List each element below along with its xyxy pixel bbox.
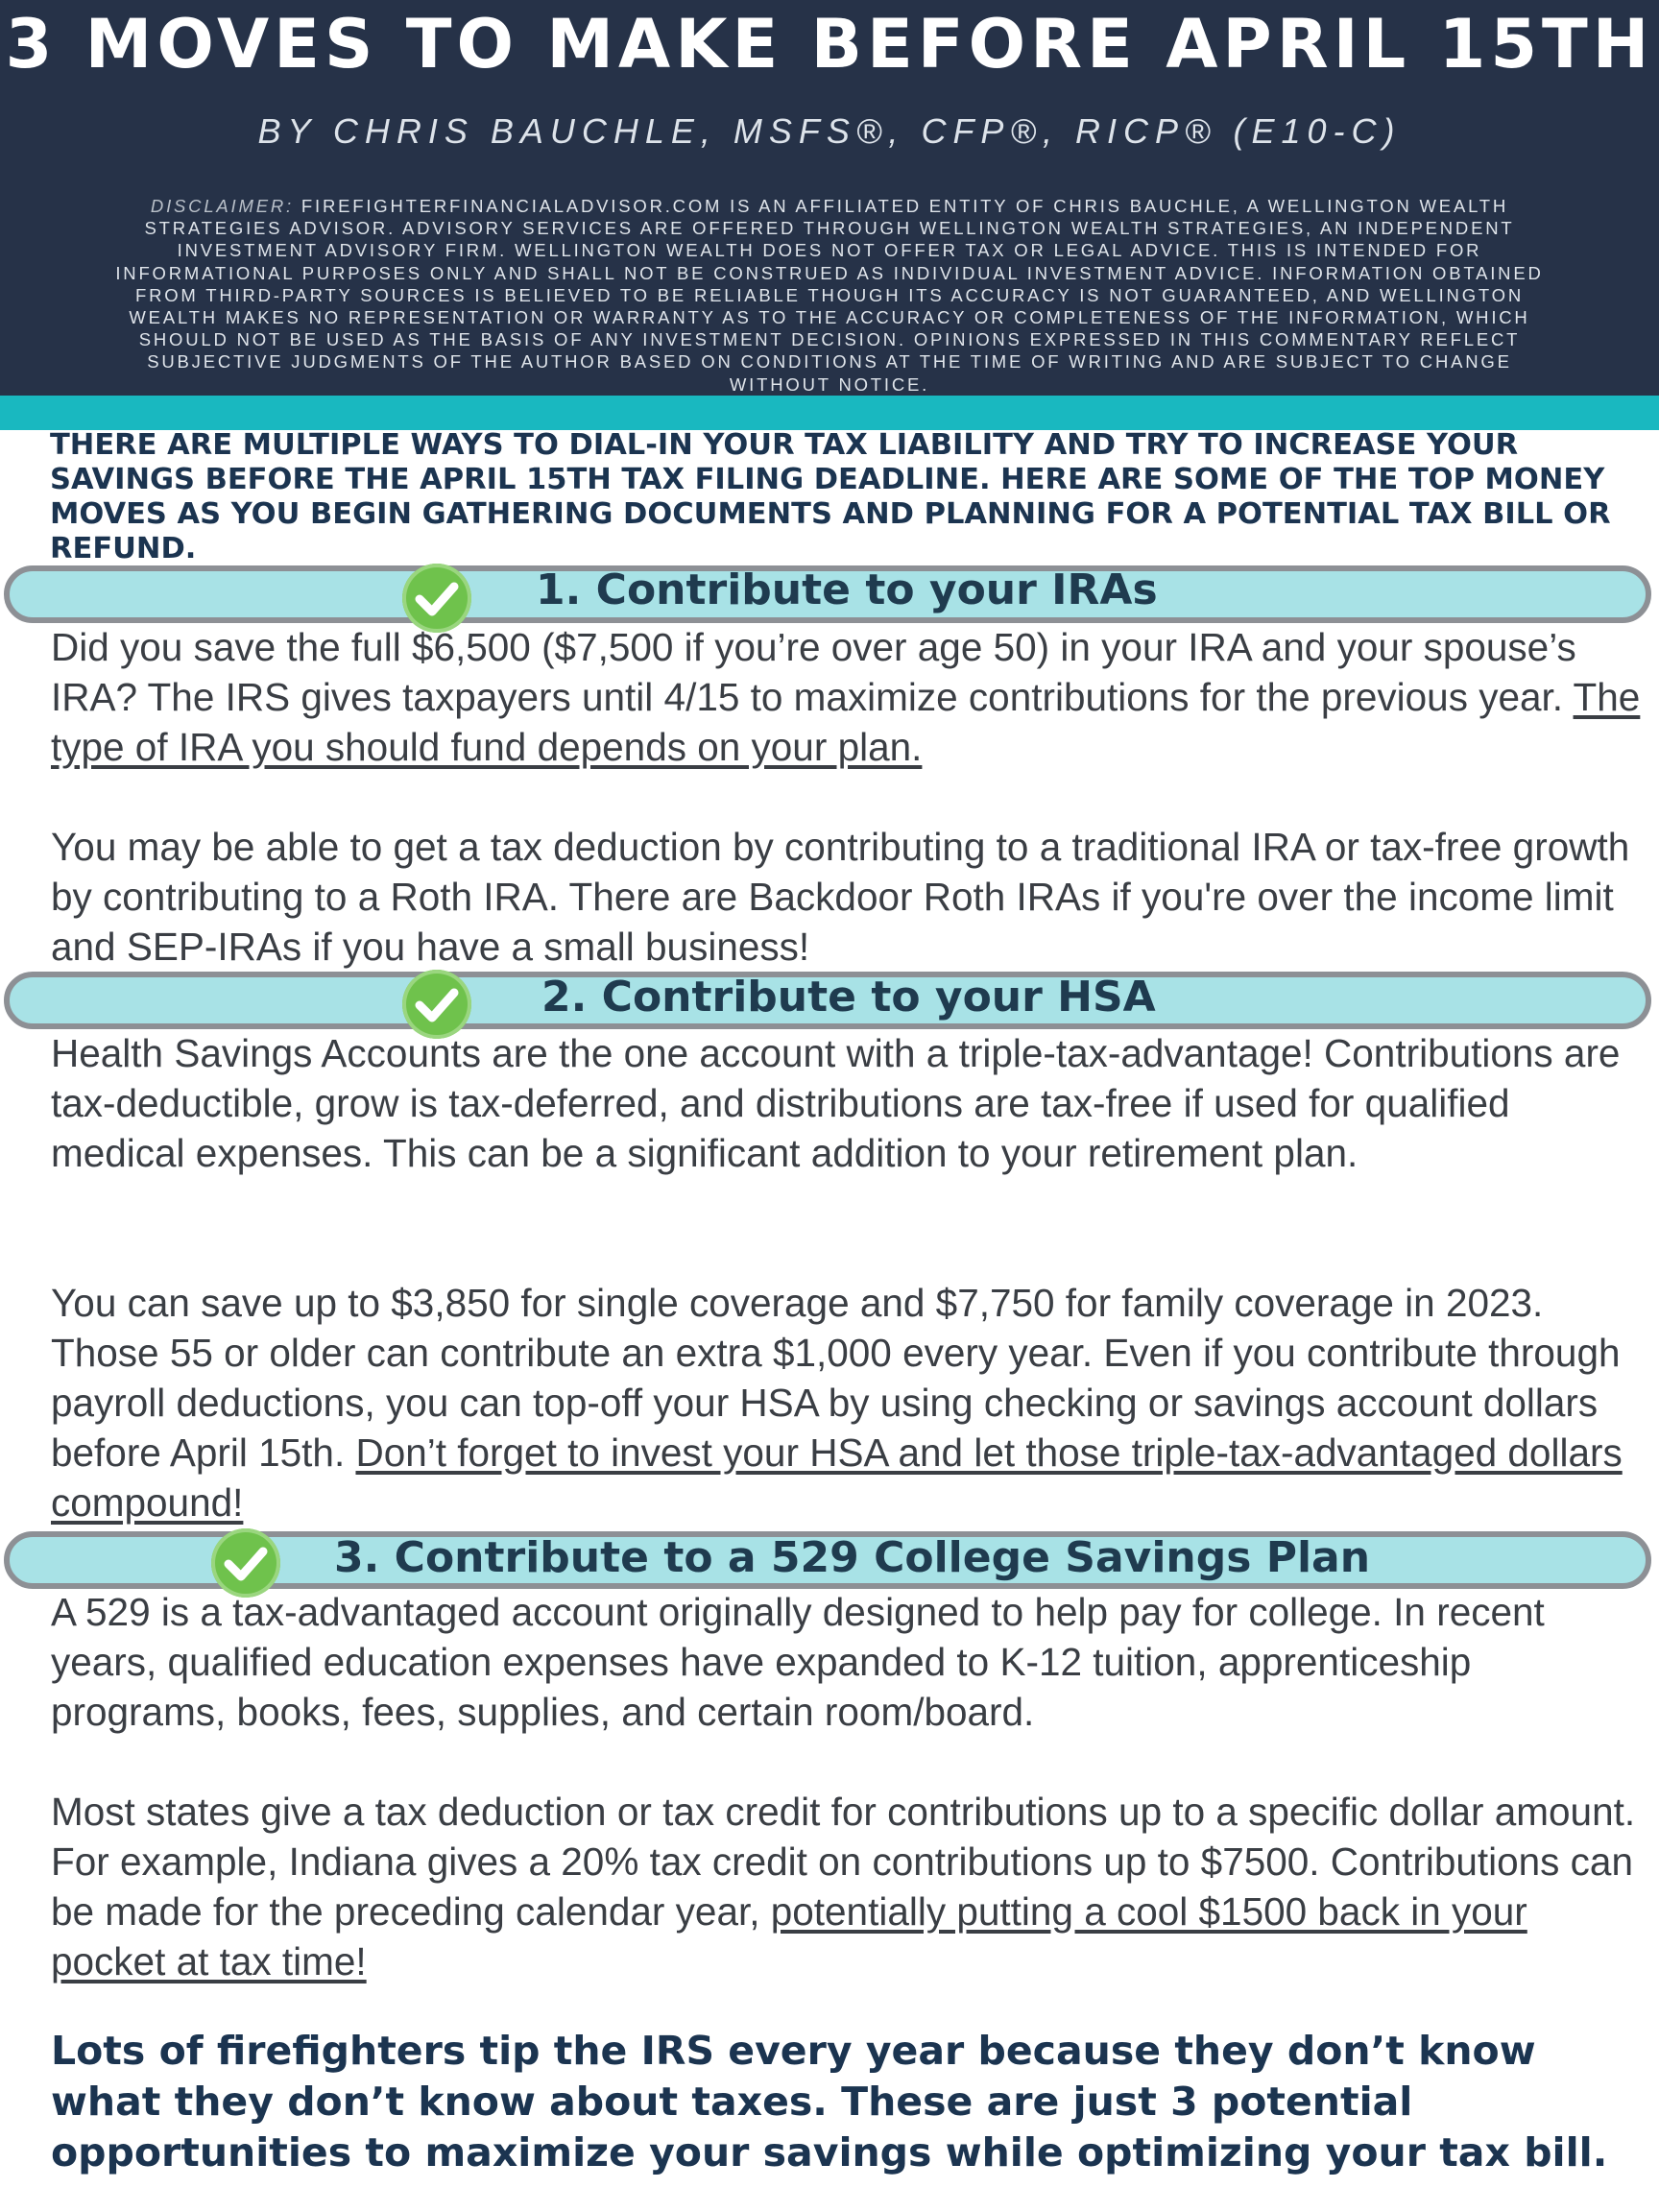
body-paragraph — [51, 1278, 1645, 1527]
section-heading: 3. Contribute to a 529 College Savings Plan — [334, 1533, 1371, 1582]
body-paragraph: You may be able to get a tax deduction by contributing to a traditional IRA or tax-free growth by contributing to a Roth IRA. There are Backdoor Roth IRAs if you're over the income limit and SEP-IRAs if you have a small business! — [51, 825, 1630, 969]
closing-statement: Lots of firefighters tip the IRS every year because they don’t know what they don’t know about taxes. These are just 3 potential opportunities to maximize your savings while optimizing your tax bill. — [51, 2028, 1608, 2176]
section-heading: 2. Contribute to your HSA — [541, 973, 1156, 1022]
paragraph-text: Most states give a tax deduction or tax credit for contributions up to a specific dollar amount. For example, Indiana gives a 20% tax credit on contributions up to $7500. Contributions can be made for the preceding calendar year, — [51, 1790, 1636, 1934]
body-paragraph — [51, 1787, 1645, 1986]
disclaimer-label: DISCLAIMER: — [150, 196, 294, 216]
paragraph-text: You can save up to $3,850 for single coverage and $7,750 for family coverage in 2023. Those 55 or older can contribute an extra $1,000 every year. Even if you contribute through payroll deductions, you can top-off your HSA by using checking or savings account dollars before April 15th. — [51, 1281, 1621, 1475]
body-paragraph — [51, 622, 1645, 772]
disclaimer — [96, 195, 1563, 396]
header-banner — [0, 0, 1659, 396]
accent-strip — [0, 396, 1659, 430]
author-byline: BY CHRIS BAUCHLE, MSFS®, CFP®, RICP® (E10-C) — [257, 111, 1402, 151]
paragraph-text: Did you save the full $6,500 ($7,500 if you’re over age 50) in your IRA and your spouse’s IRA? The IRS gives taxpayers until 4/15 to maximize contributions for the previous year. — [51, 625, 1576, 719]
body-paragraph: Health Savings Accounts are the one account with a triple-tax-advantage! Contributions are tax-deductible, grow is tax-deferred, and distributions are tax-free if used for qualified medical expenses. This can be a significant addition to your retirement plan. — [51, 1031, 1621, 1175]
inline-link[interactable]: potentially putting a cool $1500 back in your pocket at tax time! — [51, 1889, 1527, 1984]
inline-link[interactable]: The type of IRA you should fund depends on your plan. — [51, 675, 1641, 769]
section-heading: 1. Contribute to your IRAs — [536, 565, 1158, 614]
inline-link[interactable]: Don’t forget to invest your HSA and let those triple-tax-advantaged dollars compound! — [51, 1431, 1623, 1525]
body-paragraph: A 529 is a tax-advantaged account originally designed to help pay for college. In recent years, qualified education expenses have expanded to K-12 tuition, apprenticeship programs, books, fees, supplies, and certain room/board. — [51, 1590, 1545, 1734]
page-title: 3 MOVES TO MAKE BEFORE APRIL 15TH — [5, 5, 1654, 84]
intro-text: THERE ARE MULTIPLE WAYS TO DIAL-IN YOUR TAX LIABILITY AND TRY TO INCREASE YOUR SAVINGS BEFORE THE APRIL 15TH TAX FILING DEADLINE. HERE ARE SOME OF THE TOP MONEY MOVES AS YOU BEGIN GATHERING DOCUMENTS AND PLANNING FOR A POTENTIAL TAX BILL OR REFUND. — [50, 428, 1611, 565]
disclaimer-text: FIREFIGHTERFINANCIALADVISOR.COM IS AN AFFILIATED ENTITY OF CHRIS BAUCHLE, A WELLINGTON WEALTH STRATEGIES ADVISOR. ADVISORY SERVICES ARE OFFERED THROUGH WELLINGTON WEALTH STRATEGIES, AN INDEPENDENT INVESTMENT ADVISORY FIRM. WELLINGTON WEALTH DOES NOT OFFER TAX OR LEGAL ADVICE. THIS IS INTENDED FOR INFORMATIONAL PURPOSES ONLY AND SHALL NOT BE CONSTRUED AS INDIVIDUAL INVESTMENT ADVICE. INFORMATION OBTAINED FROM THIRD-PARTY SOURCES IS BELIEVED TO BE RELIABLE THOUGH ITS ACCURACY IS NOT GUARANTEED, AND WELLINGTON WEALTH MAKES NO REPRESENTATION OR WARRANTY AS TO THE ACCURACY OR COMPLETENESS OF THE INFORMATION, WHICH SHOULD NOT BE USED AS THE BASIS OF ANY INVESTMENT DECISION. OPINIONS EXPRESSED IN THIS COMMENTARY REFLECT SUBJECTIVE JUDGMENTS OF THE AUTHOR BASED ON CONDITIONS AT THE TIME OF WRITING AND ARE SUBJECT TO CHANGE WITHOUT NOTICE. — [115, 196, 1544, 395]
